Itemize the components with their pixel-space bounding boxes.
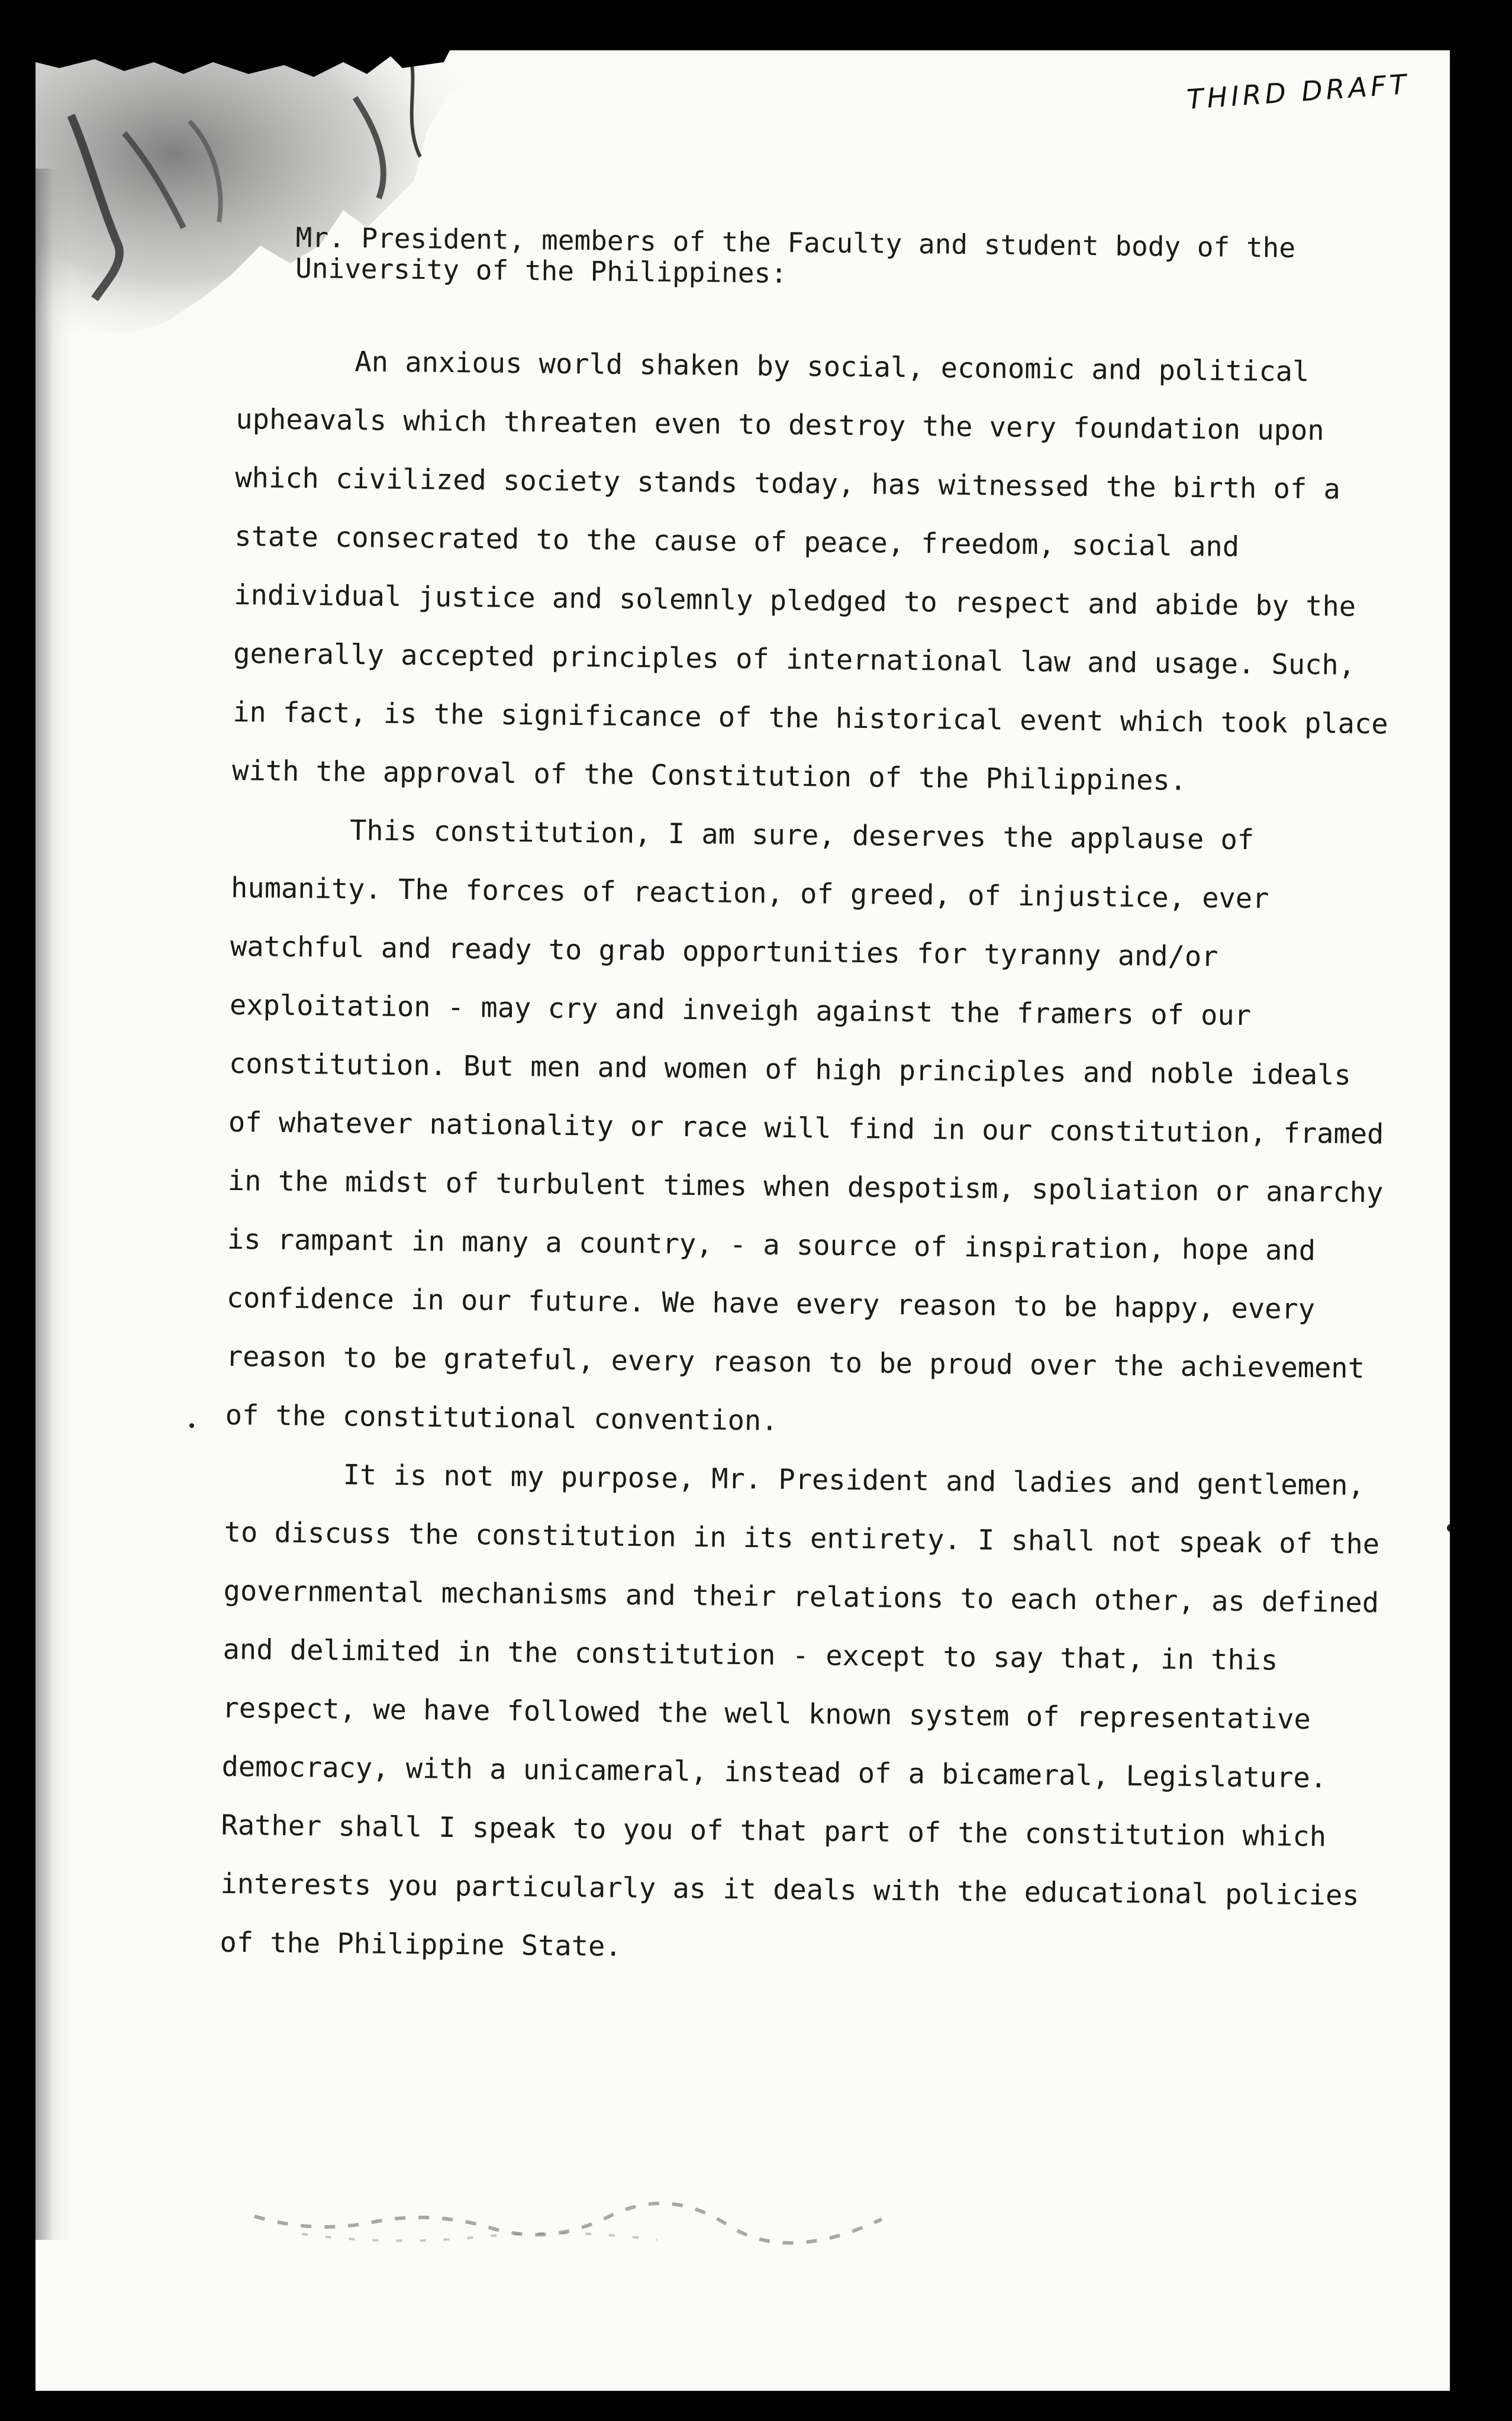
- left-edge-shadow: [36, 169, 71, 2240]
- paragraph-3: It is not my purpose, Mr. President and ladies and gentlemen, to discuss the constitution in its entirety. I shall not speak of the governmental mechanisms and their relations to each other, as defined and delimited in the constitution - except to say that, in this respect, we have followed the well known system of representative democracy, with a unicameral, instead of a bicameral, Legislature. Rather shall I speak to you of that part of the constitution which interests you particularly as it deals with the educational policies of the Philippine State.: [220, 1458, 1380, 1963]
- paper-speck: [189, 1423, 194, 1428]
- typed-page: [36, 50, 1450, 2391]
- paragraph-2: This constitution, I am sure, deserves the applause of humanity. The forces of reaction, of greed, of injustice, ever watchful and ready to grab opportunities for tyranny and/or exploitation - may cry and inveigh against the framers of our constitution. But men and women of high principles and noble ideals of whatever nationality or race will find in our constitution, framed in the midst of turbulent times when despotism, spoliation or anarchy is rampant in many a country, - a source of inspiration, hope and confidence in our future. We have every reason to be happy, every reason to be grateful, every reason to be proud over the achievement of the constitutional convention.: [225, 814, 1384, 1437]
- salutation: Mr. President, members of the Faculty and student body of the University of the Philippines:: [295, 221, 1296, 289]
- torn-corner-damage: [36, 50, 497, 358]
- body-text: [220, 331, 1397, 1984]
- paper-speck: [1447, 1524, 1450, 1532]
- paragraph-1: An anxious world shaken by social, economic and political upheavals which threaten even to destroy the very foundation upon which civilized society stands today, has witnessed the birth of a state consecrated to the cause of peace, freedom, social and individual justice and solemnly pledged to respect and abide by the generally accepted principles of international law and usage. Such, in fact, is the significance of the historical event which took place with the approval of the Constitution of the Philippines.: [231, 346, 1388, 797]
- bottom-ink-smudge: [243, 2193, 894, 2264]
- handwritten-draft-note: THIRD DRAFT: [1185, 67, 1411, 116]
